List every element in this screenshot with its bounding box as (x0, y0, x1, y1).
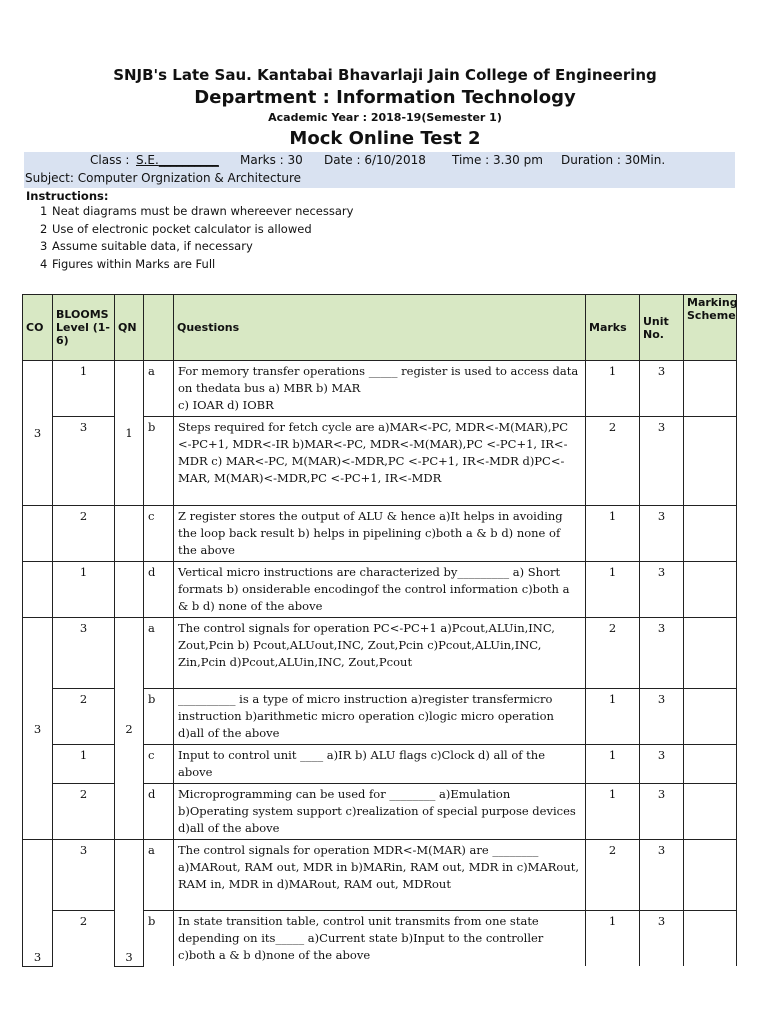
instruction-item: 2 Use of electronic pocket calculator is allowed (40, 221, 312, 236)
marking-cell (684, 361, 737, 417)
test-info-bar (24, 152, 735, 188)
sub-cell: c (144, 506, 174, 562)
sub-cell: c (144, 745, 174, 784)
sub-cell: b (144, 911, 174, 967)
sub-cell: a (144, 361, 174, 417)
duration-info: Duration : 30Min. (561, 153, 666, 167)
question-cell: In state transition table, control unit transmits from one state depending on its_____ a)Current state b)Input to the controller c)both a & b d)none of the above (174, 911, 586, 967)
marking-cell (684, 417, 737, 506)
marking-cell (684, 840, 737, 911)
blooms-cell: 2 (53, 689, 115, 745)
qn-cell-blank (115, 506, 144, 562)
co-cell-blank (23, 562, 53, 618)
date-info: Date : 6/10/2018 (324, 153, 426, 167)
header-co: CO (23, 295, 53, 361)
qn-cell: 2 (115, 618, 144, 840)
unit-cell: 3 (640, 745, 684, 784)
marking-cell (684, 784, 737, 840)
unit-cell: 3 (640, 911, 684, 967)
questions-table (22, 294, 737, 967)
table-row (23, 840, 737, 911)
unit-cell: 3 (640, 840, 684, 911)
time-info: Time : 3.30 pm (452, 153, 543, 167)
unit-cell: 3 (640, 361, 684, 417)
blooms-cell: 2 (53, 911, 115, 967)
sub-cell: b (144, 689, 174, 745)
marking-cell (684, 689, 737, 745)
table-row (23, 506, 737, 562)
unit-cell: 3 (640, 417, 684, 506)
qn-cell: 1 (115, 361, 144, 506)
instructions-heading: Instructions: (26, 189, 109, 203)
header-qn: QN (115, 295, 144, 361)
blooms-cell: 2 (53, 784, 115, 840)
question-cell: Vertical micro instructions are characterized by_________ a) Short formats b) onsiderable encodingof the control information c)both a & b d) none of the above (174, 562, 586, 618)
qn-cell: 3 (115, 840, 144, 967)
instruction-item: 1 Neat diagrams must be drawn whereever necessary (40, 204, 354, 218)
blooms-cell: 1 (53, 361, 115, 417)
marks-cell: 1 (586, 361, 640, 417)
marking-cell (684, 562, 737, 618)
marks-cell: 1 (586, 784, 640, 840)
blooms-cell: 3 (53, 840, 115, 911)
question-cell: Microprogramming can be used for ________ a)Emulation b)Operating system support c)realization of special purpose devices d)all of the above (174, 784, 586, 840)
question-cell: For memory transfer operations _____ register is used to access data on thedata bus a) MBR b) MAR c) IOAR d) IOBR (174, 361, 586, 417)
marks-cell: 1 (586, 689, 640, 745)
question-cell: The control signals for operation MDR<-M(MAR) are ________ a)MARout, RAM out, MDR in b)MARin, RAM out, MDR in c)MARout, RAM in, MDR in d)MARout, RAM out, MDRout (174, 840, 586, 911)
marks-cell: 1 (586, 506, 640, 562)
sub-cell: a (144, 618, 174, 689)
department-name: Department : Information Technology (194, 87, 576, 108)
co-cell-blank (23, 506, 53, 562)
blooms-cell: 2 (53, 506, 115, 562)
unit-cell: 3 (640, 506, 684, 562)
marking-cell (684, 506, 737, 562)
subject-info: Subject: Computer Orgnization & Architecture (25, 171, 301, 185)
header-marking-scheme: Marking Scheme (684, 295, 737, 361)
qn-cell-blank (115, 562, 144, 618)
question-cell: Z register stores the output of ALU & hence a)It helps in avoiding the loop back result b) helps in pipelining c)both a & b d) none of the above (174, 506, 586, 562)
marks-cell: 2 (586, 840, 640, 911)
header-unit: Unit No. (640, 295, 684, 361)
marks-cell: 2 (586, 417, 640, 506)
header-blooms: BLOOMS Level (1-6) (53, 295, 115, 361)
marks-cell: 2 (586, 618, 640, 689)
sub-cell: a (144, 840, 174, 911)
co-cell: 3 (23, 618, 53, 840)
question-cell: Input to control unit ____ a)IR b) ALU flags c)Clock d) all of the above (174, 745, 586, 784)
unit-cell: 3 (640, 618, 684, 689)
test-title: Mock Online Test 2 (289, 128, 481, 149)
marks-cell: 1 (586, 745, 640, 784)
co-cell: 3 (23, 840, 53, 967)
blooms-cell: 3 (53, 417, 115, 506)
unit-cell: 3 (640, 689, 684, 745)
header-questions: Questions (174, 295, 586, 361)
unit-cell: 3 (640, 784, 684, 840)
question-cell: Steps required for fetch cycle are a)MAR<-PC, MDR<-M(MAR),PC <-PC+1, MDR<-IR b)MAR<-PC, MDR<-M(MAR),PC <-PC+1, IR<-MDR c) MAR<-PC, M(MAR)<-MDR,PC <-PC+1, IR<-MDR d)PC<-MAR, M(MAR)<-MDR,PC <-PC+1, IR<-MDR (174, 417, 586, 506)
marking-cell (684, 618, 737, 689)
marks-info: Marks : 30 (240, 153, 303, 167)
table-row (23, 562, 737, 618)
header-marks: Marks (586, 295, 640, 361)
unit-cell: 3 (640, 562, 684, 618)
academic-year: Academic Year : 2018-19(Semester 1) (268, 111, 502, 124)
marks-cell: 1 (586, 562, 640, 618)
co-cell: 3 (23, 361, 53, 506)
question-cell: The control signals for operation PC<-PC+1 a)Pcout,ALUin,INC, Zout,Pcin b) Pcout,ALUout,INC, Zout,Pcin c)Pcout,ALUin,INC, Zin,Pcin d)Pcout,ALUin,INC, Zout,Pcout (174, 618, 586, 689)
blooms-cell: 1 (53, 562, 115, 618)
sub-cell: d (144, 562, 174, 618)
table-row (23, 618, 737, 689)
class-label: Class : (90, 153, 130, 167)
table-header-row (23, 295, 737, 361)
instruction-item: 4 Figures within Marks are Full (40, 256, 216, 271)
instructions (26, 189, 353, 273)
sub-cell: d (144, 784, 174, 840)
header-sub (144, 295, 174, 361)
instruction-item: 3 Assume suitable data, if necessary (40, 239, 253, 253)
blooms-cell: 3 (53, 618, 115, 689)
table-row (23, 361, 737, 417)
class-value: S.E.__________ (136, 153, 219, 167)
blooms-cell: 1 (53, 745, 115, 784)
college-name: SNJB's Late Sau. Kantabai Bhavarlaji Jain College of Engineering (113, 66, 657, 84)
marks-cell: 1 (586, 911, 640, 967)
marking-cell (684, 745, 737, 784)
sub-cell: b (144, 417, 174, 506)
question-cell: __________ is a type of micro instruction a)register transfermicro instruction b)arithmetic micro operation c)logic micro operation d)all of the above (174, 689, 586, 745)
marking-cell (684, 911, 737, 967)
